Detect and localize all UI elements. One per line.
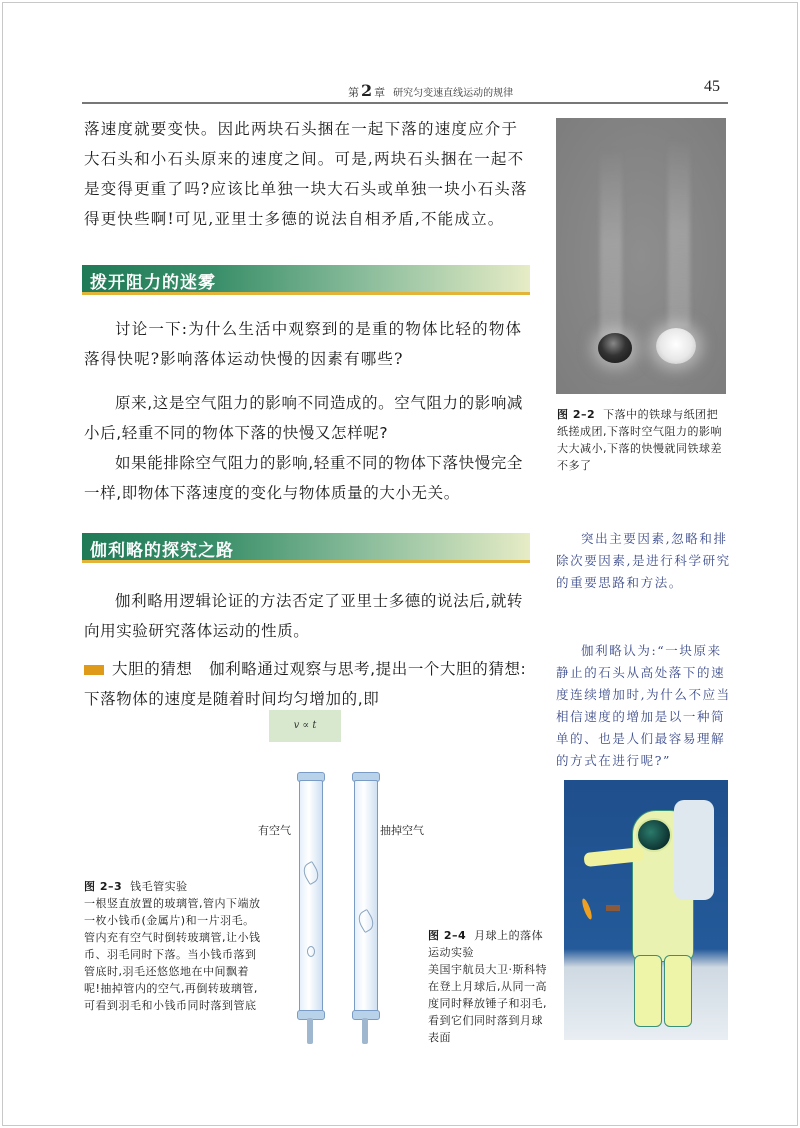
- valve-icon: [362, 1018, 368, 1044]
- chapter-title: 研究匀变速直线运动的规律: [393, 88, 514, 99]
- subhead-label: 大胆的猜想: [112, 660, 193, 678]
- figure-label: 图 2–2: [557, 408, 596, 421]
- feather-icon: [355, 909, 377, 933]
- figure-2-3-caption: [84, 878, 262, 1014]
- astronaut-leg: [664, 955, 692, 1027]
- note-text: 伽利略认为:“一块原来静止的石头从高处落下的速度连续增加时,为什么不应当相信速度的增加是以一种简单的、也是人们最容易理解的方式在进行呢?”: [556, 643, 731, 768]
- caption-text: 一根竖直放置的玻璃管,管内下端放一枚小钱币(金属片)和一片羽毛。管内充有空气时倒转玻璃管,让小钱币、羽毛同时下落。当小钱币落到管底时,羽毛还悠悠地在中间飘着呢!抽掉管内的空气,再倒转玻璃管,可看到羽毛和小钱币同时落到管底: [84, 897, 261, 1012]
- figure-2-2-caption: [557, 406, 729, 474]
- paragraph-text: 如果能排除空气阻力的影响,轻重不同的物体下落快慢完全一样,即物体下落速度的变化与物体质量的大小无关。: [84, 454, 524, 502]
- discussion-text: 讨论一下:为什么生活中观察到的是重的物体比轻的物体落得快呢?影响落体运动快慢的因素有哪些?: [84, 320, 523, 368]
- figure-label: 图 2–4: [428, 929, 467, 942]
- paragraph-text: 伽利略用逻辑论证的方法否定了亚里士多德的说法后,就转向用实验研究落体运动的性质。: [84, 592, 524, 640]
- margin-note-galileo-quote: [556, 640, 732, 772]
- subhead-marker-icon: [84, 665, 104, 675]
- air-resistance-paragraphs: [84, 388, 530, 508]
- page-number: 45: [704, 78, 720, 95]
- margin-note-method: [556, 528, 732, 594]
- figure-astronaut-on-moon: [564, 780, 728, 1040]
- helmet-visor: [636, 818, 672, 852]
- intro-paragraph: [84, 114, 530, 234]
- motion-streak: [600, 148, 622, 338]
- figure-title: 钱毛管实验: [130, 880, 188, 893]
- iron-ball: [598, 333, 632, 363]
- glass-tube-vacuum: [354, 780, 378, 1012]
- figure-falling-ball-paper: [556, 118, 726, 394]
- paper-ball: [656, 328, 696, 364]
- paragraph-text: 原来,这是空气阻力的影响不同造成的。空气阻力的影响减小后,轻重不同的物体下落的快慢又怎样呢?: [84, 394, 524, 442]
- feather-icon: [580, 898, 593, 921]
- section-title-air-resistance: 拨开阻力的迷雾: [90, 273, 216, 293]
- bold-hypothesis-paragraph: [84, 654, 530, 714]
- formula-v-proportional-t: v ∝ t: [293, 720, 317, 731]
- chapter-suffix: 章: [374, 86, 386, 99]
- figure-title: 月球上的落体运动实验: [428, 929, 544, 959]
- label-with-air: 有空气: [258, 824, 291, 837]
- galileo-paragraph: [84, 586, 530, 646]
- section-title-galileo: 伽利略的探究之路: [90, 541, 234, 561]
- valve-icon: [307, 1018, 313, 1044]
- chapter-prefix: 第: [348, 86, 359, 99]
- figure-label: 图 2–3: [84, 880, 123, 893]
- intro-text: 落速度就要变快。因此两块石头捆在一起下落的速度应介于大石头和小石头原来的速度之间。可是,两块石头捆在一起不是变得更重了吗?应该比单独一块大石头或单独一块小石头落得更快些啊!可见,亚里士多德的说法自相矛盾,不能成立。: [84, 120, 528, 228]
- feather-icon: [300, 861, 322, 885]
- caption-text: 美国宇航员大卫·斯科特在登上月球后,从同一高度同时释放锤子和羽毛,看到它们同时落到月球表面: [428, 963, 547, 1044]
- header-rule: [82, 102, 728, 104]
- discussion-paragraph: [84, 314, 530, 374]
- figure-coin-feather-tubes: [240, 760, 460, 1060]
- label-vacuum: 抽掉空气: [380, 824, 424, 837]
- formula-box: [269, 710, 341, 742]
- section-heading-bar: [82, 265, 530, 295]
- figure-2-4-caption: [428, 927, 554, 1046]
- running-header: [80, 78, 728, 100]
- chapter-number: 2: [361, 81, 373, 100]
- caption-text: 下落中的铁球与纸团把纸搓成团,下落时空气阻力的影响大大减小,下落的快慢就同铁球差不多了: [557, 408, 722, 472]
- coin-icon: [307, 946, 315, 957]
- chapter-heading: [348, 81, 513, 100]
- astronaut-backpack: [674, 800, 714, 900]
- astronaut-leg: [634, 955, 662, 1027]
- subhead-text: 伽利略通过观察与思考,提出一个大胆的猜想:下落物体的速度是随着时间均匀增加的,即: [84, 660, 527, 708]
- section-heading-bar: [82, 533, 530, 563]
- motion-streak: [668, 138, 690, 328]
- glass-tube-with-air: [299, 780, 323, 1012]
- hammer-icon: [606, 905, 620, 911]
- note-text: 突出主要因素,忽略和排除次要因素,是进行科学研究的重要思路和方法。: [556, 531, 731, 590]
